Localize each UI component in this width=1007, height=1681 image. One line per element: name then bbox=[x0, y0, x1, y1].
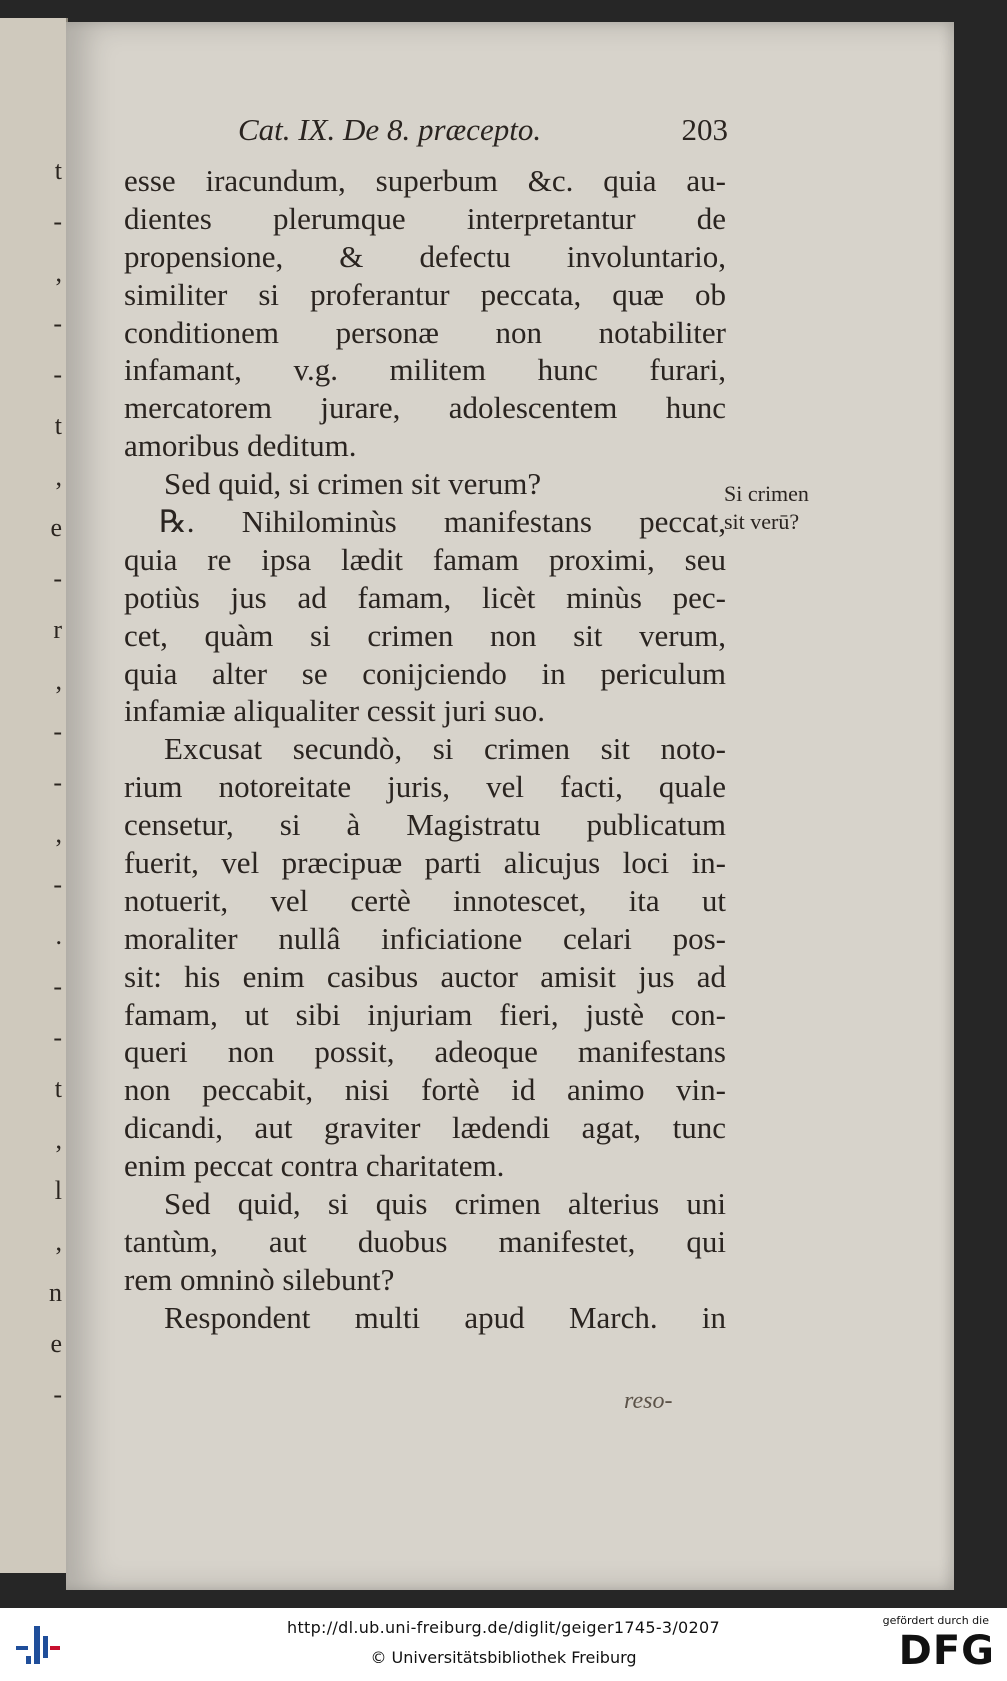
left-page-fragment: e bbox=[50, 1329, 62, 1358]
text-line: Sed quid, si crimen sit verum? bbox=[164, 466, 542, 502]
text-line: rium notoreitate juris, vel facti, quale bbox=[124, 769, 726, 805]
text-line: queri non possit, adeoque manifestans bbox=[124, 1034, 726, 1070]
left-page-edge bbox=[0, 18, 68, 1573]
catchword: reso- bbox=[624, 1388, 673, 1414]
text-line: Respondent multi apud March. in bbox=[164, 1299, 726, 1335]
dfg-caption: gefördert durch die bbox=[882, 1614, 989, 1627]
left-page-fragment: , bbox=[55, 462, 62, 491]
running-head bbox=[238, 112, 728, 152]
left-page-fragment: - bbox=[53, 768, 62, 797]
text-line: Sed quid, si quis crimen alterius uni bbox=[164, 1186, 726, 1222]
text-line: sit: his enim casibus auctor amisit jus ad bbox=[124, 958, 726, 994]
left-page-fragment: , bbox=[55, 666, 62, 695]
left-page-fragment: - bbox=[53, 207, 62, 236]
left-page-fragment: r bbox=[53, 615, 62, 644]
left-page-fragment: n bbox=[49, 1278, 62, 1307]
page-number: 203 bbox=[681, 112, 728, 147]
text-line: notuerit, vel certè innotescet, ita ut bbox=[124, 882, 726, 918]
dfg-logo: DFG bbox=[898, 1628, 995, 1674]
left-page-fragment: , bbox=[55, 819, 62, 848]
text-line: non peccabit, nisi fortè id animo vin- bbox=[124, 1072, 726, 1108]
text-line: rem omninò silebunt? bbox=[124, 1261, 395, 1297]
margin-note-line-1: Si crimen bbox=[724, 481, 809, 506]
left-page-fragment: t bbox=[54, 1074, 62, 1103]
left-page-fragment: - bbox=[53, 972, 62, 1001]
document-url[interactable]: http://dl.ub.uni-freiburg.de/diglit/geiger1745-3/0207 bbox=[287, 1618, 720, 1637]
text-line: conditionem personæ non notabiliter bbox=[124, 314, 726, 350]
left-page-fragment: - bbox=[53, 1023, 62, 1052]
text-line: censetur, si à Magistratu publicatum bbox=[124, 807, 726, 843]
text-line: dicandi, aut graviter lædendi agat, tunc bbox=[124, 1110, 726, 1146]
text-line: amoribus deditum. bbox=[124, 428, 357, 464]
text-line: famam, ut sibi injuriam fieri, justè con- bbox=[124, 996, 726, 1032]
text-line: enim peccat contra charitatem. bbox=[124, 1148, 505, 1184]
text-line: propensione, & defectu involuntario, bbox=[124, 238, 726, 274]
text-line: Excusat secundò, si crimen sit noto- bbox=[164, 731, 726, 767]
left-page-fragment: - bbox=[53, 564, 62, 593]
running-head-title: Cat. IX. De 8. præcepto. bbox=[238, 112, 542, 147]
left-page-fragment: , bbox=[55, 1125, 62, 1154]
left-page-fragment: - bbox=[53, 717, 62, 746]
text-line: mercatorem jurare, adolescentem hunc bbox=[124, 390, 726, 426]
left-page-fragment: , bbox=[55, 1227, 62, 1256]
left-page-fragment: t bbox=[54, 156, 62, 185]
text-line: esse iracundum, superbum &c. quia au- bbox=[124, 163, 726, 198]
left-page-fragment: - bbox=[53, 870, 62, 899]
left-page-fragment: . bbox=[55, 921, 62, 950]
footer-bar bbox=[0, 1608, 1007, 1681]
left-page-fragment: t bbox=[54, 411, 62, 440]
left-page-fragment: - bbox=[53, 1380, 62, 1409]
text-line: quia re ipsa lædit famam proximi, seu bbox=[124, 541, 726, 577]
margin-note-line-2: sit verū? bbox=[724, 509, 800, 534]
text-line: tantùm, aut duobus manifestet, qui bbox=[124, 1223, 726, 1259]
text-line: dientes plerumque interpretantur de bbox=[124, 200, 726, 236]
left-page-fragment: - bbox=[53, 360, 62, 389]
copyright-notice: © Universitätsbibliothek Freiburg bbox=[370, 1648, 637, 1667]
text-line: similiter si proferantur peccata, quæ ob bbox=[124, 276, 726, 312]
text-line: fuerit, vel præcipuæ parti alicujus loci in- bbox=[124, 845, 726, 881]
text-line: quia alter se conijciendo in periculum bbox=[124, 655, 726, 691]
text-line: infamiæ aliqualiter cessit juri suo. bbox=[124, 693, 545, 729]
left-page-fragment: e bbox=[50, 513, 62, 542]
left-page-fragment: - bbox=[53, 309, 62, 338]
margin-note bbox=[724, 480, 844, 536]
body-text bbox=[124, 162, 726, 1337]
text-line: infamant, v.g. militem hunc furari, bbox=[124, 352, 726, 388]
left-page-fragment: l bbox=[54, 1176, 62, 1205]
text-line: moraliter nullâ inficiatione celari pos- bbox=[124, 920, 726, 956]
text-line: potiùs jus ad famam, licèt minùs pec- bbox=[124, 579, 726, 615]
text-line: ℞. Nihilominùs manifestans peccat, bbox=[159, 504, 726, 540]
left-page-fragment: , bbox=[55, 258, 62, 287]
text-line: cet, quàm si crimen non sit verum, bbox=[124, 617, 726, 653]
